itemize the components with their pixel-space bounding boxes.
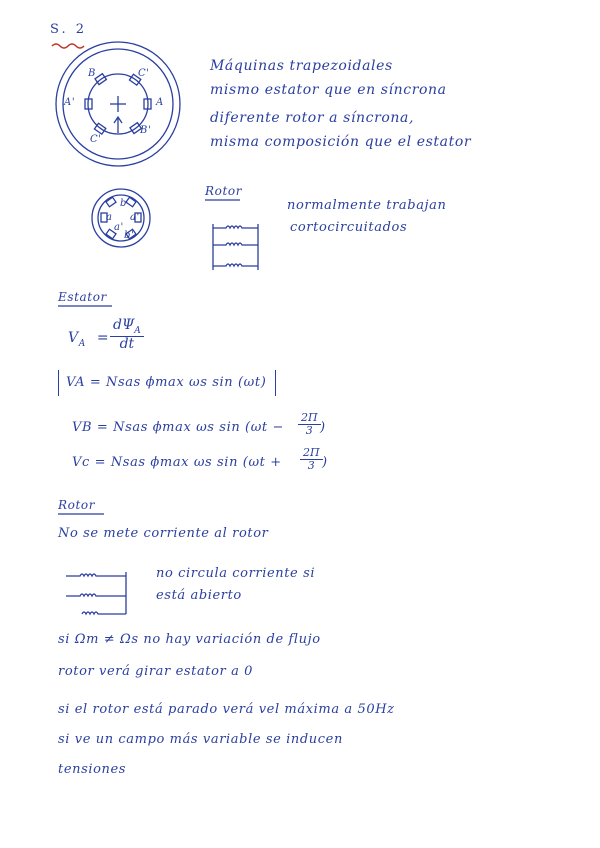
eq2: VA = Nsas ϕmax ωs sin (ωt) bbox=[66, 375, 267, 390]
stator-label-b-prime: B' bbox=[140, 125, 152, 136]
stator-label-c-prime-bottom: C' bbox=[90, 134, 102, 145]
rotor-notes-line-5: rotor verá girar estator a 0 bbox=[58, 664, 254, 679]
intro-line-1: Máquinas trapezoidales bbox=[210, 58, 393, 74]
intro-line-2: mismo estator que en síncrona bbox=[210, 82, 447, 98]
intro-line-4: misma composición que el estator bbox=[210, 134, 472, 150]
rotor-notes-line-8: tensiones bbox=[58, 762, 127, 777]
rotor-notes-line-2: no circula corriente si bbox=[156, 566, 316, 581]
rotor-label-a: a bbox=[106, 212, 113, 223]
eq3-main: VB = Nsas ϕmax ωs sin (ωt − bbox=[72, 420, 284, 435]
rotor-notes-line-4: si Ωm ≠ Ωs no hay variación de flujo bbox=[58, 632, 321, 647]
eq1-fraction: $d\Psi_A$ dt bbox=[110, 318, 144, 353]
rotor-notes-title: Rotor bbox=[58, 498, 96, 512]
stator-section-title: Estator bbox=[58, 290, 107, 304]
eq3-fraction: $\frac{2\Pi}{3}$ bbox=[298, 412, 321, 437]
stator-label-a-prime: A' bbox=[64, 97, 76, 108]
intro-line-3: diferente rotor a síncrona, bbox=[210, 110, 415, 126]
eq4-fraction: $\frac{2\Pi}{3}$ bbox=[300, 447, 323, 472]
rotor-label-b: b bbox=[120, 198, 128, 209]
rotor-notes-line-1: No se mete corriente al rotor bbox=[58, 526, 269, 541]
eq1-lhs: $V_A$ = bbox=[68, 330, 110, 349]
rotor-label-a-prime-2: a' bbox=[130, 212, 140, 223]
rotor-section-line-1: normalmente trabajan bbox=[287, 198, 447, 213]
eq4-close: ) bbox=[322, 455, 328, 470]
rotor-label-b-prime: b' bbox=[124, 230, 135, 241]
rotor-section-title: Rotor bbox=[205, 184, 243, 198]
stator-label-a: A bbox=[156, 97, 164, 108]
rotor-notes-line-6: si el rotor está parado verá vel máxima a 50Hz bbox=[58, 702, 395, 717]
open-windings-drawing bbox=[66, 572, 126, 614]
page-label-underline bbox=[52, 44, 84, 48]
page-label: S. 2 bbox=[50, 22, 87, 37]
rotor-section-line-2: cortocircuitados bbox=[290, 220, 408, 235]
shorted-windings-drawing bbox=[213, 224, 258, 270]
rotor-label-a-prime-1: a' bbox=[114, 222, 124, 233]
eq3-close: ) bbox=[320, 420, 326, 435]
rotor-notes-line-3: está abierto bbox=[156, 588, 242, 603]
rotor-notes-line-7: si ve un campo más variable se inducen bbox=[58, 732, 343, 747]
stator-label-b: B bbox=[88, 68, 96, 79]
stator-label-c-prime-top: C' bbox=[138, 68, 150, 79]
eq4-main: Vc = Nsas ϕmax ωs sin (ωt + bbox=[72, 455, 282, 470]
